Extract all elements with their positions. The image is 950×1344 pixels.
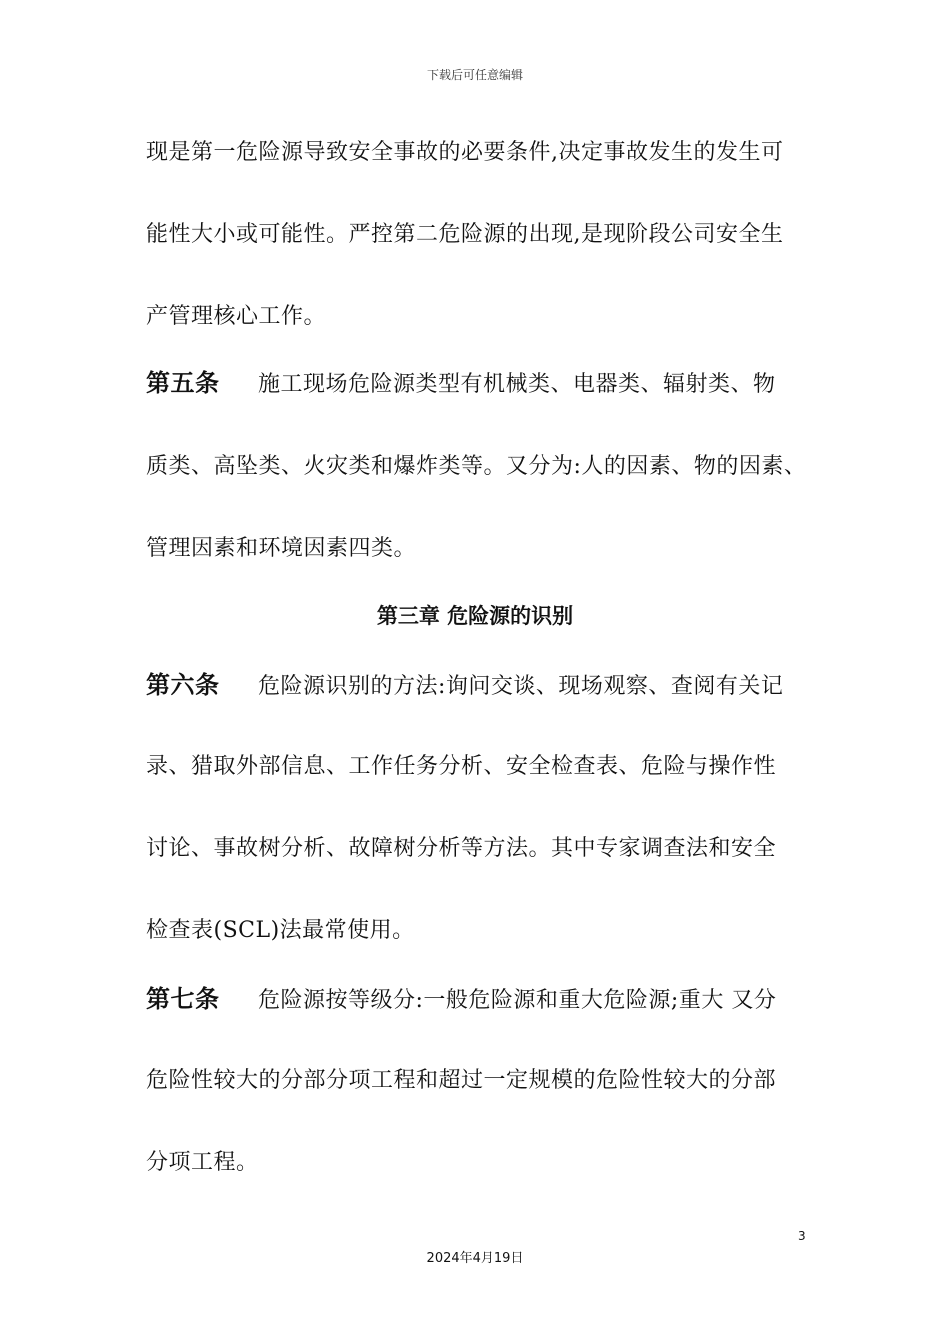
- text-line: 能性大小或可能性。严控第二危险源的出现,是现阶段公司安全生: [146, 222, 784, 247]
- text-line: 危险源识别的方法:询问交谈、现场观察、查阅有关记: [258, 674, 784, 699]
- text-line: 分项工程。: [146, 1150, 259, 1175]
- text-line: 危险源按等级分:一般危险源和重大危险源;重大 又分: [258, 988, 777, 1013]
- text-line: 产管理核心工作。: [146, 304, 327, 329]
- article-6-label: 第六条: [146, 671, 220, 699]
- article-7-label: 第七条: [146, 985, 220, 1013]
- chapter-heading: 第三章 危险源的识别: [376, 604, 574, 628]
- text-line: 质类、高坠类、火灾类和爆炸类等。又分为:人的因素、物的因素、: [146, 454, 807, 479]
- page-header: 下载后可任意编辑: [426, 68, 523, 82]
- text-line: 录、猎取外部信息、工作任务分析、安全检查表、危险与操作性: [146, 754, 777, 779]
- text-line: 管理因素和环境因素四类。: [146, 536, 417, 561]
- text-line: 讨论、事故树分析、故障树分析等方法。其中专家调查法和安全: [146, 836, 777, 861]
- page-number: 3: [798, 1229, 806, 1243]
- article-7-first-line: [146, 984, 846, 1016]
- text-line: 施工现场危险源类型有机械类、电器类、辐射类、物: [258, 372, 776, 397]
- footer-date: 2024年4月19日: [426, 1251, 524, 1266]
- text-line: 检查表(SCL)法最常使用。: [146, 918, 415, 943]
- text-line: 危险性较大的分部分项工程和超过一定规模的危险性较大的分部: [146, 1068, 777, 1093]
- article-6-first-line: [146, 670, 846, 702]
- article-5-first-line: [146, 368, 846, 400]
- text-line: 现是第一危险源导致安全事故的必要条件,决定事故发生的发生可: [146, 140, 784, 165]
- article-5-label: 第五条: [146, 369, 220, 397]
